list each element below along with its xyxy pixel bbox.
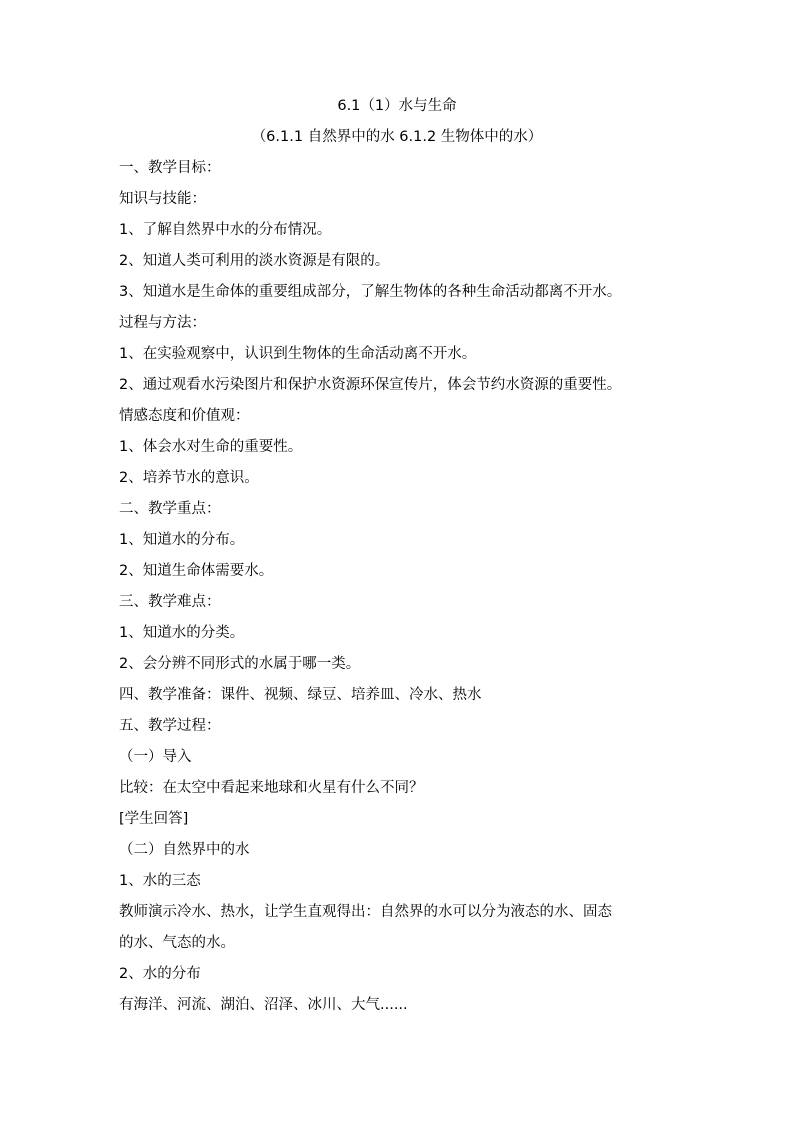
paragraph-line: 2、知道人类可利用的淡水资源是有限的。 [119, 253, 390, 269]
subheading-process-methods: 过程与方法： [119, 315, 206, 331]
paragraph-line: [学生回答] [119, 811, 189, 827]
paragraph-line: 2、知道生命体需要水。 [119, 563, 274, 579]
subheading-introduction: （一）导入 [119, 749, 192, 765]
paragraph-line: 教师演示冷水、热水，让学生直观得出：自然界的水可以分为液态的水、固态 [119, 904, 612, 920]
section-heading-process: 五、教学过程： [119, 718, 221, 734]
section-heading-key-points: 二、教学重点： [119, 501, 221, 517]
paragraph-line: 1、知道水的分类。 [119, 625, 245, 641]
document-title: 6.1（1）水与生命 [337, 98, 457, 114]
subheading-natural-water: （二）自然界中的水 [119, 842, 250, 858]
paragraph-line: 1、了解自然界中水的分布情况。 [119, 222, 332, 238]
paragraph-line: 2、通过观看水污染图片和保护水资源环保宣传片，体会节约水资源的重要性。 [119, 377, 622, 393]
paragraph-line: 1、在实验观察中，认识到生物体的生命活动离不开水。 [119, 346, 477, 362]
section-heading-objectives: 一、教学目标： [119, 160, 221, 176]
paragraph-line: 2、水的分布 [119, 966, 201, 982]
paragraph-line: 3、知道水是生命体的重要组成部分，了解生物体的各种生命活动都离不开水。 [119, 284, 622, 300]
document-subtitle: （6.1.1 自然界中的水 6.1.2 生物体中的水） [251, 129, 543, 145]
paragraph-line: 的水、气态的水。 [119, 935, 235, 951]
paragraph-line: 2、培养节水的意识。 [119, 470, 259, 486]
section-heading-preparation: 四、教学准备：课件、视频、绿豆、培养皿、冷水、热水 [119, 687, 482, 703]
paragraph-line: 有海洋、河流、湖泊、沼泽、冰川、大气...... [119, 997, 408, 1013]
paragraph-line: 2、会分辨不同形式的水属于哪一类。 [119, 656, 361, 672]
paragraph-line: 1、体会水对生命的重要性。 [119, 439, 303, 455]
paragraph-line: 1、知道水的分布。 [119, 532, 245, 548]
paragraph-line: 1、水的三态 [119, 873, 201, 889]
subheading-knowledge-skills: 知识与技能： [119, 191, 206, 207]
subheading-attitudes-values: 情感态度和价值观： [119, 408, 250, 424]
paragraph-line: 比较：在太空中看起来地球和火星有什么不同？ [119, 780, 424, 796]
section-heading-difficulties: 三、教学难点： [119, 594, 221, 610]
